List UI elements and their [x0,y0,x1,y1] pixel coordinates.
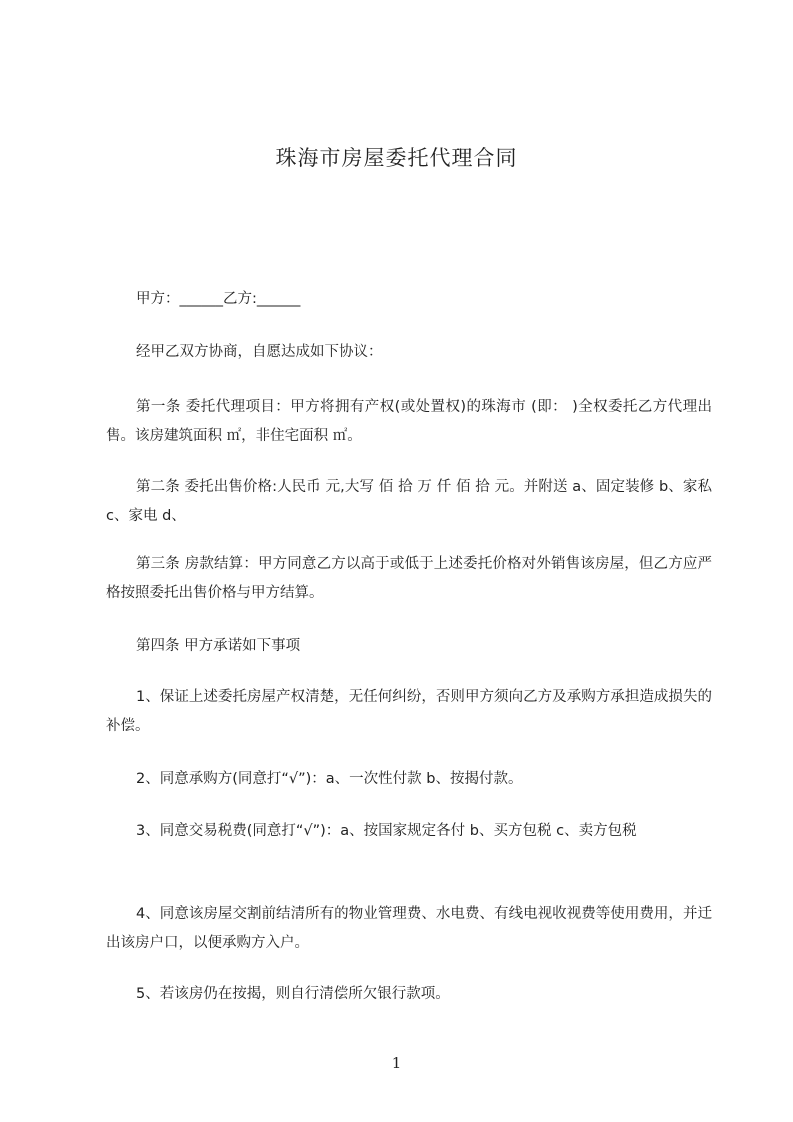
page-number: 1 [391,1054,402,1072]
commitment-3: 3、同意交易税费(同意打“√”)：a、按国家规定各付 b、买方包税 c、卖方包税 [136,823,637,839]
commitment-4: 4、同意该房屋交割前结清所有的物业管理费、水电费、有线电视收视费等使用费用，并迁出该房户口，以便承购方入户。 [106,906,712,951]
article-3: 第三条 房款结算：甲方同意乙方以高于或低于上述委托价格对外销售该房屋，但乙方应严格按照委托出售价格与甲方结算。 [106,556,712,601]
document-title: 珠海市房屋委托代理合同 [275,146,518,170]
agreement-intro: 经甲乙双方协商，自愿达成如下协议： [136,344,383,360]
commitment-2: 2、同意承购方(同意打“√”)：a、一次性付款 b、按揭付款。 [136,771,523,787]
article-4-heading: 第四条 甲方承诺如下事项 [136,638,301,654]
article-1: 第一条 委托代理项目：甲方将拥有产权(或处置权)的珠海市 (即： )全权委托乙方代理出售。该房建筑面积 ㎡，非住宅面积 ㎡。 [106,399,712,444]
parties-line: 甲方：______乙方:______ [136,291,301,307]
commitment-1: 1、保证上述委托房屋产权清楚，无任何纠纷，否则甲方须向乙方及承购方承担造成损失的补偿。 [106,689,712,734]
commitment-5: 5、若该房仍在按揭，则自行清偿所欠银行款项。 [136,986,450,1002]
article-2: 第二条 委托出售价格:人民币 元,大写 佰 拾 万 仟 佰 拾 元。并附送 a、固定装修 b、家私 c、家电 d、 [106,479,712,524]
